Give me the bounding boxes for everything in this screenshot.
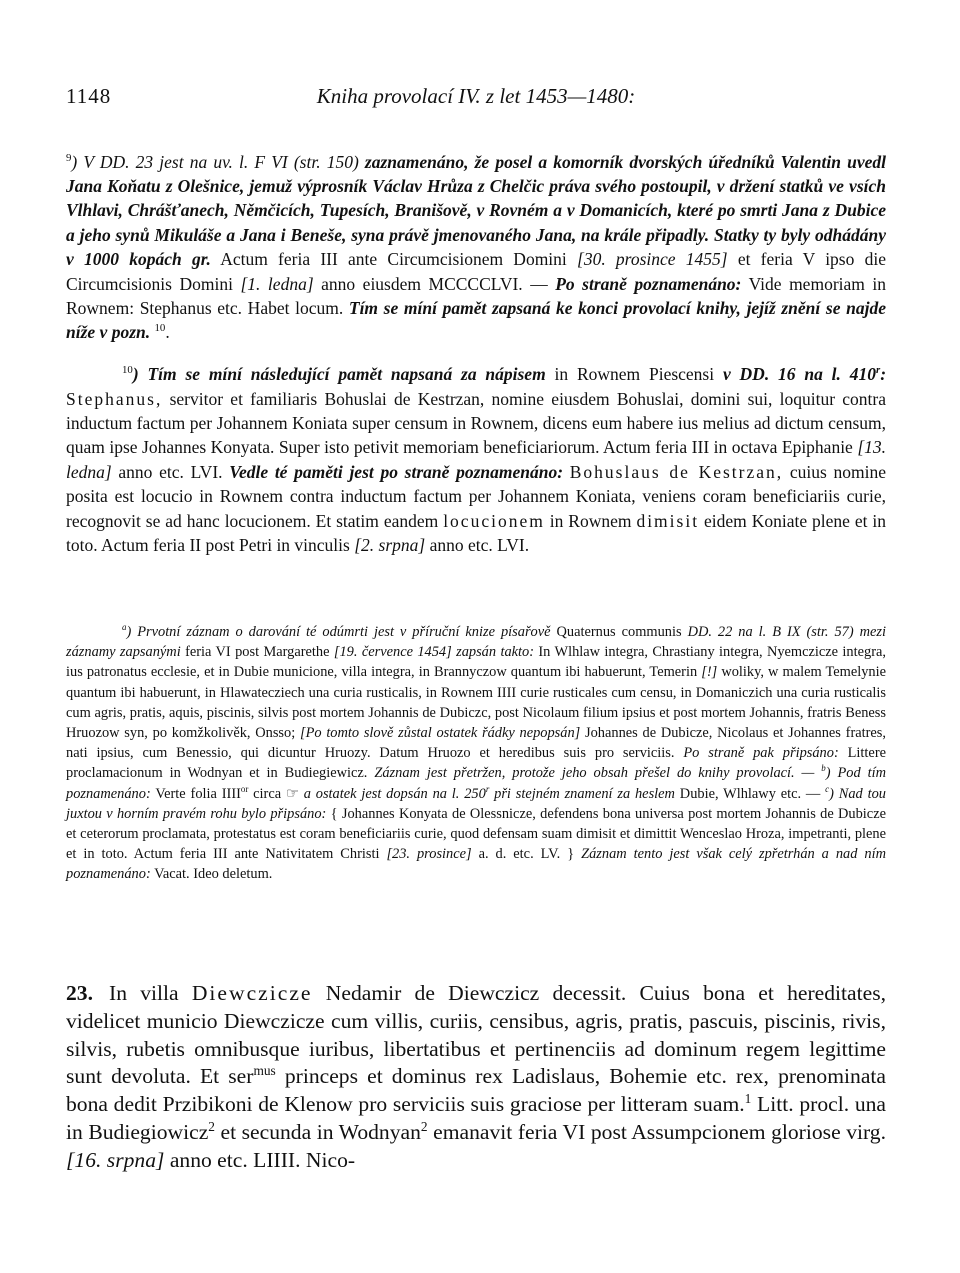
footnotes-section: [66, 132, 886, 575]
footnote-ref: 2: [420, 1118, 428, 1134]
footnote-10: $^{10}$) Tím se míní následující pamět napsaná za nápisem in Rownem Piescensi v DD. 16 na l. 410$^r$: Stephanus, servitor et familiaris Bohuslai de Kestrzan, nomine eiusdem Bohuslai, domini sui, loquitur contra inductum factum per Johannem Koniata super censum in Rownem, dicens eum habere ius melius ad dictum censum, quam ipse Johannes Konyata. Super isto petivit memoriam beneficiariorum. Actum feria III in octava Epiphanie [13. ledna] anno etc. LVI. Vedle té paměti jest po straně poznamenáno: Bohuslaus de Kestrzan, cuius nomine posita est locucio in Rownem contra inductum factum per Johannem Koniata, veniens coram beneficiariis curie, recognovit se ad hanc locucionem. Et statim eandem locucionem in Rownem dimisit eidem Koniate plene et in toto. Actum feria II post Petri in vinculis [2. srpna] anno etc. LVI.: [66, 364, 887, 556]
date-bracket: [30. prosince 1455]: [577, 249, 728, 270]
footnote-mark: 9: [66, 151, 72, 164]
footnote-mark: 10: [122, 364, 133, 377]
date-bracket: [1. ledna]: [240, 273, 314, 294]
footnote-ref: 1: [744, 1091, 752, 1106]
brace-open: {: [330, 805, 338, 822]
footnote-9: $^9$) V DD. 23 jest na uv. l. F VI (str. 150) zaznamenáno, že posel a komorník dvorských úředníků Valentin uvedl Jana Koňatu z Olešnice, jemuž výprosník Václav Hrůza z Chelčic práva svého postoupil, v držení statků ve vsích Vlhlavi, Chrášťanech, Němčicích, Tupesích, Branišově, v Rovném a v Domanicích, které po smrti Jana z Dubice a jeho synů Mikuláše a Jana i Beneše, syna právě jmenovaného Jana, na krále připadly. Statky ty byly odhádány v 1000 kopách gr. Actum feria III ante Circumcisionem Domini [30. prosince 1455] et feria V ipso die Circumcisionis Domini [1. ledna] anno eiusdem MCCCCLVI. — Po straně poznamenáno: Vide memoriam in Rownem: Stephanus etc. Habet locum. Tím se míní pamět zapsaná ke konci provolací knihy, jejíž znění se najde níže v pozn. $^{10}$.: [66, 151, 887, 343]
date-bracket: [2. srpna]: [354, 535, 426, 556]
brace-close: }: [567, 846, 575, 863]
apparatus-note: $^a$) Prvotní záznam o darování té odúmrti jest v příruční knize písařově Quaternus communis DD. 22 na l. B IX (str. 57) mezi záznamy zapsanými feria VI post Margarethe [19. července 1454] zapsán takto: In Wlhlaw integra, Chrastiany integra, Nyemczicze integra, ius patronatus ecclesie, et in Dubie municione, villa integra, in Brannyczow quantum ibi habuerunt, Temerin [!] woliky, w malem Temelynie quantum ibi habuerunt, in Hlawatecziech una curia rusticalis, in Rownem IIII curie rusticales cum censu, in Domaniczich una curia rusticalis cum agris, pratis, aquis, piscinis, silvis post mortem Johannis de Dubiczc, post Nicolaum filium ipsius et post mortem Johannis, fratris Beness Hruozow syn, po komžkolivěk, Onsso; [Po tomto slově zůstal ostatek řádky nepopsán] Johannes de Dubicze, Nicolaus et Johannes fratres, nati ipsius, cum Benessio, qui dicuntur Hruozy. Datum Hruozo et heredibus suis pro serviciis. Po straně pak připsáno: Littere proclamacionum in Wodnyan et in Budiegiewicz. Záznam jest přetržen, protože jeho obsah přešel do knihy provolací. — $^b$) Pod tím poznamenáno: Verte folia $IIII^{or}$ circa ☞ a ostatek jest dopsán na l. 250$^r$ při stejném znamení za heslem Dubie, Wlhlawy etc. — $^c$) Nad tou juxtou v horním pravém rohu bylo připsáno: { Johannes Konyata de Olessnicze, defendens bona universa post mortem Johannis de Dubicze et ceterorum proclamata, protestatus est coram beneficiariis curie, quod defensam suam dimisit et dimittit Wenceslao Hroza, impetranti, plene et in toto. Actum feria III ante Nativitatem Christi [23. prosince] a. d. etc. LV. } Záznam tento jest však celý zpřetrhán a nad ním poznamenáno: Vacat. Ideo deletum.: [66, 622, 887, 883]
note-mark-a: a: [122, 622, 127, 633]
date-bracket: [16. srpna]: [66, 1147, 165, 1172]
footnote-ref: 10: [154, 322, 166, 335]
running-title: Kniha provolací IV. z let 1453—1480:: [316, 84, 636, 108]
pointing-hand-icon: ☞: [285, 785, 299, 802]
entry-23: [66, 980, 886, 1175]
date-bracket: [19. července 1454]: [333, 644, 452, 661]
entry-number: 23.: [66, 981, 93, 1005]
note-mark-c: c: [825, 783, 830, 794]
date-bracket: [23. prosince]: [386, 846, 472, 863]
entry-text: 23. In villa Diewczicze Nedamir de Diewczicz decessit. Cuius bona et hereditates, videlicet municio Diewczicze cum villis, curiis, censibus, agris, pratis, pascuis, piscinis, rivis, silvis, rubetis omnibusque iuribus, libertatibus et pertinenciis ad dominum regem legittime sunt devoluta. Et ser$^{mus}$ princeps et dominus rex Ladislaus, Bohemie etc. rex, prenominata bona dedit Przibikoni de Klenow pro serviciis suis graciose per litteram suam.$^1$ Litt. procl. una in Budiegiowicz$^2$ et secunda in Wodnyan$^2$ emanavit feria VI post Assumpcionem gloriose virg. [16. srpna] anno etc. LIIII. Nico-: [66, 981, 886, 1172]
critical-apparatus: [66, 622, 886, 885]
footnote-ref: 2: [208, 1118, 215, 1134]
page-header: [66, 84, 886, 112]
note-mark-b: b: [821, 763, 826, 774]
page-number: 1148: [66, 84, 112, 108]
date-bracket: [13. ledna]: [66, 437, 886, 482]
